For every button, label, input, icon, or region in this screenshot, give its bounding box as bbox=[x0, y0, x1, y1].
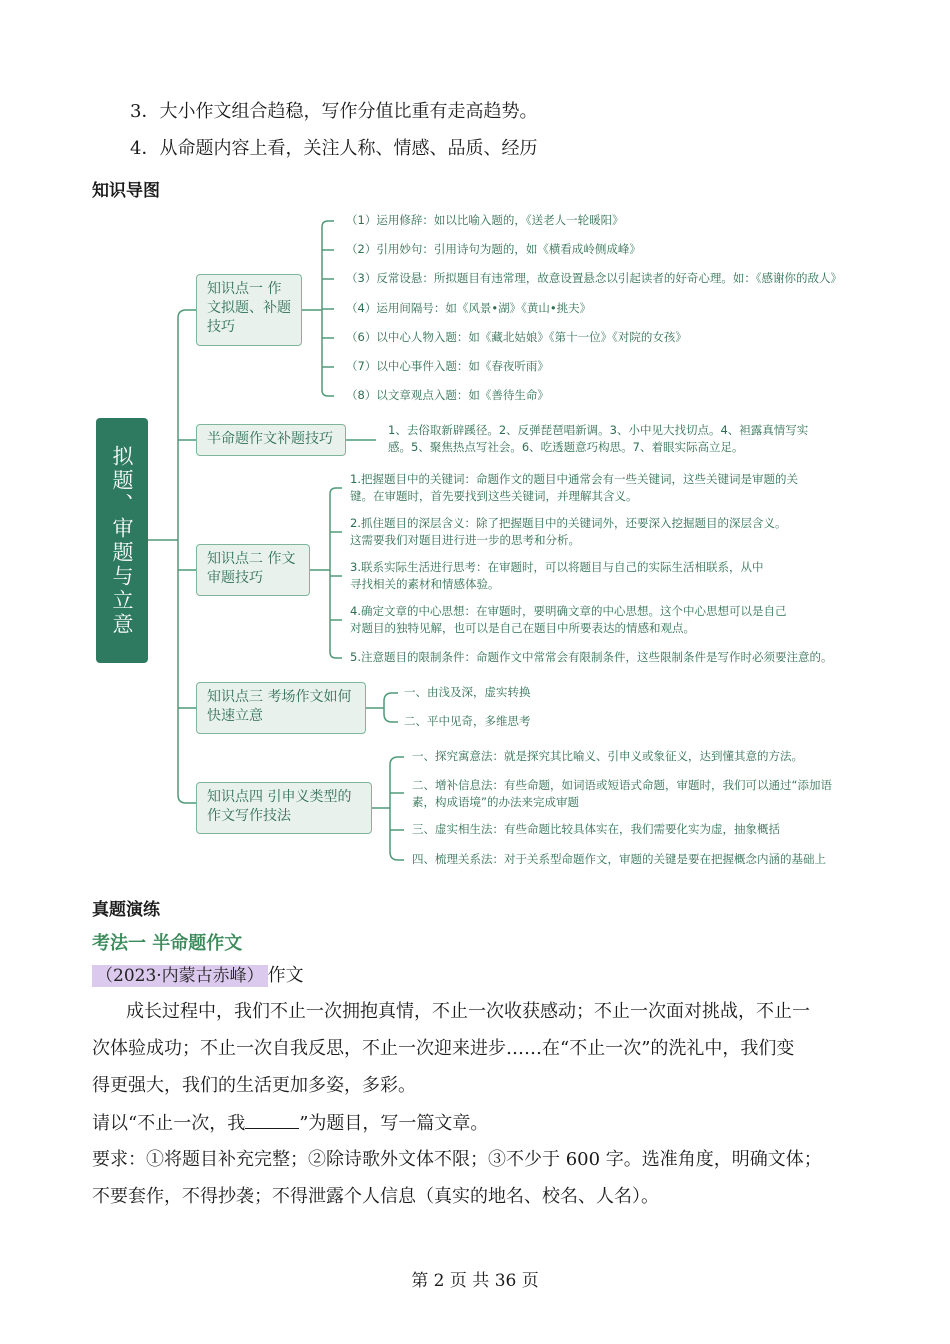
mindmap-branch-title-writing: 知识点一 作文拟题、补题技巧 bbox=[196, 274, 302, 346]
mindmap-leaf-line: 5.注意题目的限制条件：命题作文中常常会有限制条件，这些限制条件是写作时必须要注意的。 bbox=[350, 650, 833, 664]
mindmap-leaf-line: 一、探究寓意法：就是探究其比喻义、引申义或象征义，达到懂其意的方法。 bbox=[412, 749, 803, 763]
mindmap-root: 拟题、审题与立意 bbox=[96, 418, 148, 663]
intro-item-4: 4．从命题内容上看，关注人称、情感、品质、经历 bbox=[130, 138, 538, 159]
essay-prompt-line: 得更强大，我们的生活更加多姿，多彩。 bbox=[92, 1075, 416, 1096]
mindmap-leaf-line: 四、梳理关系法：对于关系型命题作文，审题的关键是要在把握概念内涵的基础上 bbox=[412, 852, 826, 866]
prompt-after: ”为题目，写一篇文章。 bbox=[299, 1113, 489, 1134]
prompt-before: 请以“不止一次，我 bbox=[92, 1113, 246, 1134]
essay-prompt-line: 次体验成功；不止一次自我反思，不止一次迎来进步……在“不止一次”的洗礼中，我们变 bbox=[92, 1038, 795, 1059]
mindmap-leaf-line: 3.联系实际生活进行思考：在审题时，可以将题目与自己的实际生活相联系，从中 bbox=[350, 560, 764, 574]
mindmap-leaf-line: 二、增补信息法：有些命题，如词语或短语式命题，审题时，我们可以通过“添加语 bbox=[412, 778, 832, 792]
mindmap-leaf-line: 1、去俗取新辟蹊径。2、反弹琵琶唱新调。3、小中见大找切点。4、袒露真情写实 bbox=[388, 423, 809, 437]
mindmap-leaf-line: 2.抓住题目的深层含义：除了把握题目中的关键词外，还要深入挖掘题目的深层含义。 bbox=[350, 516, 787, 530]
page-number: 第 2 页 共 36 页 bbox=[411, 1271, 539, 1291]
essay-prompt-line: 成长过程中，我们不止一次拥抱真情，不止一次收获感动；不止一次面对挑战，不止一 bbox=[126, 1001, 810, 1022]
practice-section-title: 真题演练 bbox=[92, 900, 160, 920]
mindmap-branch-title-theme: 知识点三 考场作文如何快速立意 bbox=[196, 682, 366, 734]
mindmap-leaf-line: 感。5、聚焦热点写社会。6、吃透题意巧构思。7、着眼实际高立足。 bbox=[388, 440, 744, 454]
source-suffix: 作文 bbox=[267, 965, 304, 986]
title-blank bbox=[245, 1111, 299, 1129]
mindmap-leaf-line: 对题目的独特见解，也可以是自己在题目中所要表达的情感和观点。 bbox=[350, 621, 695, 635]
mindmap-leaf-line: 键。在审题时，首先要找到这些关键词，并理解其含义。 bbox=[350, 489, 638, 503]
mindmap-leaf: （8）以文章观点入题：如《善待生命》 bbox=[346, 388, 549, 402]
mindmap-leaf-line: 1.把握题目中的关键词：命题作文的题目中通常会有一些关键词，这些关键词是审题的关 bbox=[350, 472, 798, 486]
mindmap-leaf: 二、平中见奇，多维思考 bbox=[404, 714, 531, 728]
mindmap-leaf-line: 这需要我们对题目进行进一步的思考和分析。 bbox=[350, 533, 580, 547]
method-title: 考法一 半命题作文 bbox=[92, 933, 243, 954]
mindmap-leaf: （4）运用间隔号：如《风景•湖》《黄山•挑夫》 bbox=[346, 301, 592, 315]
mindmap-leaf-line: 三、虚实相生法：有些命题比较具体实在，我们需要化实为虚，抽象概括 bbox=[412, 822, 780, 836]
mindmap-leaf-line: 寻找相关的素材和情感体验。 bbox=[350, 577, 500, 591]
mindmap-leaf: 一、由浅及深，虚实转换 bbox=[404, 685, 531, 699]
mindmap-leaf: （6）以中心人物入题：如《藏北姑娘》《第十一位》《对院的女孩》 bbox=[346, 330, 687, 344]
mindmap-branch-title-extended: 知识点四 引申义类型的作文写作技法 bbox=[196, 782, 372, 834]
requirements-line: 要求：①将题目补充完整；②除诗歌外文体不限；③不少于 600 字。选准角度，明确文体； bbox=[92, 1149, 822, 1170]
mindmap-section-title: 知识导图 bbox=[92, 181, 160, 201]
intro-item-3: 3．大小作文组合趋稳，写作分值比重有走高趋势。 bbox=[130, 101, 538, 122]
mindmap-branch-title-reading: 知识点二 作文审题技巧 bbox=[196, 544, 310, 596]
requirements-line: 不要套作，不得抄袭；不得泄露个人信息（真实的地名、校名、人名）。 bbox=[92, 1186, 659, 1207]
source-tag: （2023·内蒙古赤峰） bbox=[92, 965, 268, 987]
essay-title-instruction bbox=[92, 1111, 488, 1136]
mindmap-leaf: （3）反常设悬：所拟题目有违常理，故意设置悬念以引起读者的好奇心理。如：《感谢你的敌人》 bbox=[346, 271, 843, 285]
mindmap-leaf-line: 4.确定文章的中心思想：在审题时，要明确文章的中心思想。这个中心思想可以是自己 bbox=[350, 604, 787, 618]
mindmap-leaf-line: 素，构成语境”的办法来完成审题 bbox=[412, 795, 579, 809]
source-line bbox=[92, 964, 304, 988]
mindmap-leaf: （1）运用修辞：如以比喻入题的，《送老人一轮暖阳》 bbox=[346, 213, 624, 227]
mindmap-leaf: （7）以中心事件入题：如《春夜听雨》 bbox=[346, 359, 549, 373]
mindmap-branch-title-half-topic: 半命题作文补题技巧 bbox=[196, 424, 346, 456]
mindmap-leaf: （2）引用妙句：引用诗句为题的，如《横看成岭侧成峰》 bbox=[346, 242, 641, 256]
